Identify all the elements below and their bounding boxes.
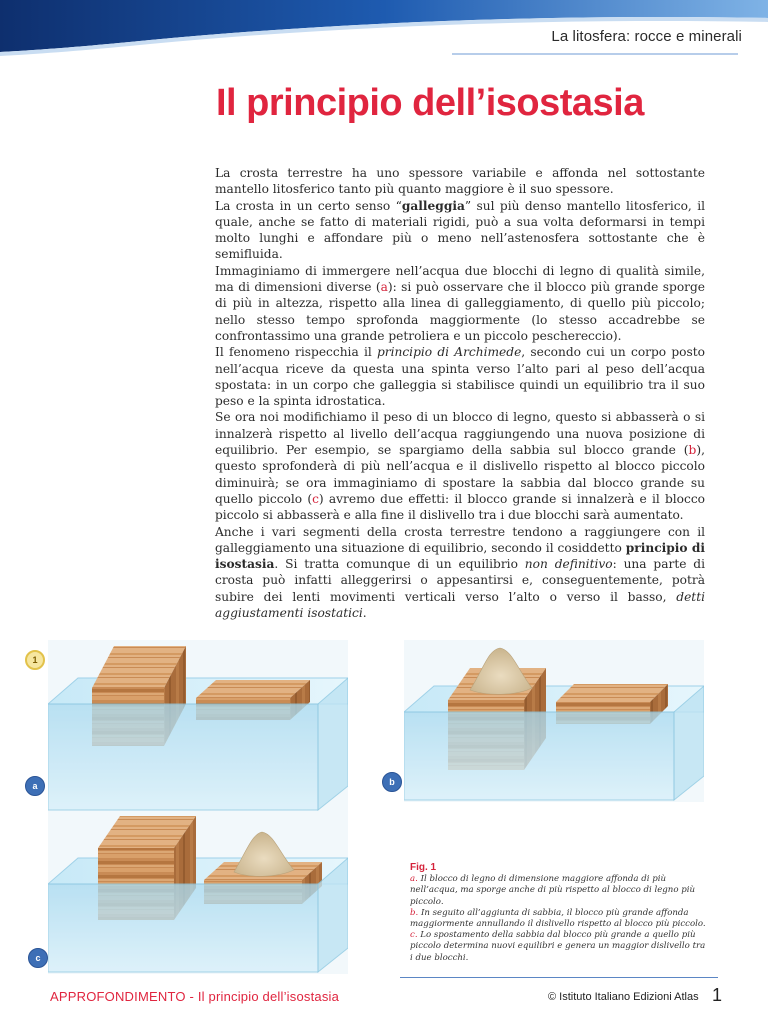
article-body	[215, 165, 705, 621]
page-title: Il principio dell’isostasia	[216, 82, 644, 124]
panel-label-a: a	[25, 776, 45, 796]
term-aggiustamenti: detti aggiustamenti isostatici	[215, 589, 705, 621]
caption-b: b. In seguito all’aggiunta di sabbia, il blocco più grande affonda maggiormente annullando il dislivello rispetto al blocco più piccolo.	[410, 907, 706, 930]
paragraph-5: Se ora noi modifichiamo il peso di un blocco di legno, questo si abbasserà o si innalzerà rispetto al livello dell’acqua raggiungendo una nuova posizione di equilibrio. Per esempio, se spargiamo della sabbia sul blocco grande (b), questo sprofonderà di più nell’acqua e il dislivello rispetto al blocco piccolo diminuirà; se ora immaginiamo di spostare la sabbia dal blocco grande su quello piccolo (c) avremo due effetti: il blocco grande si innalzerà e il blocco piccolo si abbasserà e alla fine il dislivello tra i due blocchi sarà aumentato.	[215, 410, 705, 523]
keyword-isostasia: principio di isostasia	[215, 540, 705, 572]
paragraph-3: Immaginiamo di immergere nell’acqua due blocchi di legno di qualità simile, ma di dimensioni diverse (a): si può osservare che il blocco più grande sporge di più in altezza, rispetto alla linea di galleggiamento, di quello più piccolo; nello stesso tempo sprofonda maggiormente (lo stesso accadrebbe se confrontassimo una grande petroliera e un piccolo peschereccio).	[215, 263, 705, 343]
header-title: La litosfera: rocce e minerali	[551, 28, 742, 45]
paragraph-6: Anche i vari segmenti della crosta terrestre tendono a raggiungere con il galleggiamento una situazione di equilibrio, secondo il cosiddetto principio di isostasia. Si tratta comunque di un equilibrio non definitivo: una parte di crosta può infatti alleggerirsi o appesantirsi e, conseguentemente, potrà subire dei lenti movimenti verticali verso l’alto o verso il basso, detti aggiustamenti isostatici.	[215, 524, 705, 621]
term-archimede: principio di Archimede	[376, 345, 522, 360]
panel-label-b: b	[382, 772, 402, 792]
figure-panel-b	[404, 640, 704, 802]
footer-divider	[400, 977, 718, 978]
figure-caption	[410, 862, 710, 964]
caption-c: c. Lo spostamento della sabbia dal blocco più grande a quello più piccolo determina nuovi equilibri e genera un maggior dislivello tra i due blocchi.	[410, 930, 706, 963]
figure-panel-a	[48, 640, 348, 812]
figure-ref-b: b	[688, 443, 697, 458]
paragraph-2: La crosta in un certo senso “galleggia” sul più denso mantello litosferico, il quale, anche se fatto di materiali rigidi, può a sua volta deformarsi in tempi molto lunghi e affondare più o meno nell’astenosfera sottostante che è semifluida.	[215, 198, 705, 262]
panel-label-c: c	[28, 948, 48, 968]
footer-section: APPROFONDIMENTO - Il principio dell’isostasia	[50, 989, 340, 1004]
footer-publisher: © Istituto Italiano Edizioni Atlas	[548, 991, 699, 1003]
page-number: 1	[712, 985, 723, 1005]
figure-ref-c: c	[312, 491, 319, 506]
figure-panel-c	[48, 812, 348, 974]
keyword-galleggia: galleggia	[401, 198, 465, 213]
figure-number-badge: 1	[25, 650, 45, 670]
paragraph-4: Il fenomeno rispecchia il principio di Archimede, secondo cui un corpo posto nell’acqua riceve da questa una spinta verso l’alto pari al peso dell’acqua spostata: in un corpo che galleggia si stabilisce quindi un equilibrio tra il suo peso e la spinta idrostatica.	[215, 345, 705, 409]
caption-a: a. Il blocco di legno di dimensione maggiore affonda di più nell’acqua, ma sporge anche di più rispetto al blocco di legno più piccolo.	[410, 874, 696, 907]
figure-label: Fig. 1	[410, 862, 437, 873]
paragraph-1: La crosta terrestre ha uno spessore variabile e affonda nel sottostante mantello litosferico tanto più quanto maggiore è il suo spessore.	[215, 166, 705, 197]
figure-ref-a: a	[380, 280, 388, 295]
